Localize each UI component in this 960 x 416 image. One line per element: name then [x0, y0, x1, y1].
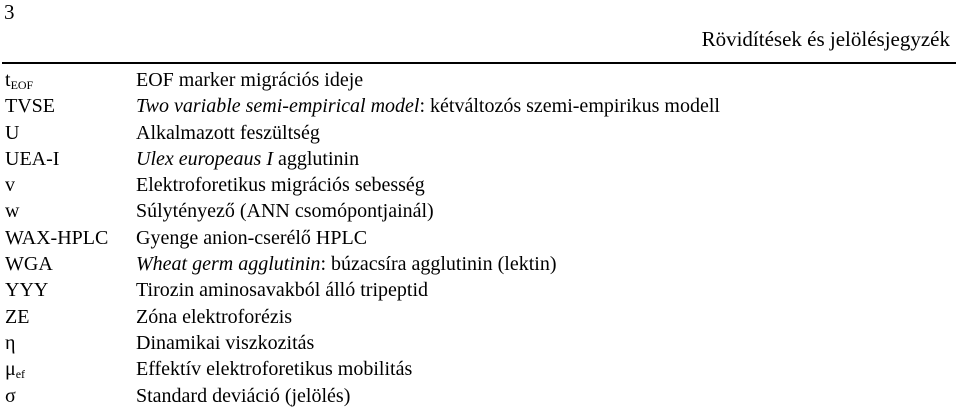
abbreviation-list [5, 67, 950, 409]
abbreviation-term: $t_{EOF}$ [5, 69, 34, 92]
abbreviation-definition: Súlytényező (ANN csomópontjainál) [136, 200, 434, 223]
abbreviation-definition: Two variable semi-empirical model: kétváltozós szemi-empirikus modell [136, 95, 720, 118]
list-item [5, 198, 950, 224]
header-rule [2, 62, 956, 64]
abbreviation-definition: Ulex europeaus I agglutinin [136, 147, 360, 170]
abbreviation-term: v [5, 174, 15, 197]
list-item [5, 277, 950, 303]
abbreviation-term: YYY [5, 279, 49, 302]
abbreviation-definition: Dinamikai viszkozitás [136, 331, 315, 354]
abbreviation-definition: Elektroforetikus migrációs sebesség [136, 174, 425, 197]
abbreviation-term: WAX-HPLC [5, 226, 109, 249]
list-item [5, 225, 950, 251]
list-item [5, 146, 950, 172]
abbreviation-definition: EOF marker migrációs ideje [136, 69, 364, 91]
abbreviation-term: WGA [5, 253, 53, 276]
abbreviation-term: TVSE [5, 95, 55, 118]
abbreviation-definition: Tirozin aminosavakból álló tripeptid [136, 279, 429, 302]
list-item [5, 67, 950, 93]
list-item [5, 383, 950, 409]
abbreviation-term: UEA-I [5, 147, 60, 170]
abbreviation-term: ZE [5, 305, 30, 328]
abbreviation-term: w [5, 200, 20, 223]
page-number: 3 [4, 0, 15, 24]
abbreviation-definition: Wheat germ agglutinin: búzacsíra agglutinin (lektin) [136, 253, 557, 276]
abbreviation-definition: Effektív elektroforetikus mobilitás [136, 358, 413, 381]
abbreviation-term: η [5, 331, 16, 354]
abbreviation-definition: Zóna elektroforézis [136, 305, 293, 328]
list-item [5, 304, 950, 330]
list-item [5, 251, 950, 277]
list-item [5, 356, 950, 382]
list-item [5, 120, 950, 146]
list-item [5, 93, 950, 119]
abbreviation-definition: Alkalmazott feszültség [136, 121, 320, 144]
abbreviation-term: U [5, 121, 20, 144]
abbreviation-term: $\mu_{ef}$ [5, 358, 26, 382]
abbreviation-term: σ [5, 384, 16, 407]
list-item [5, 330, 950, 356]
abbreviation-definition: Gyenge anion-cserélő HPLC [136, 226, 368, 249]
abbreviation-definition: Standard deviáció (jelölés) [136, 384, 351, 407]
running-header: Rövidítések és jelölésjegyzék [701, 27, 950, 51]
list-item [5, 172, 950, 198]
